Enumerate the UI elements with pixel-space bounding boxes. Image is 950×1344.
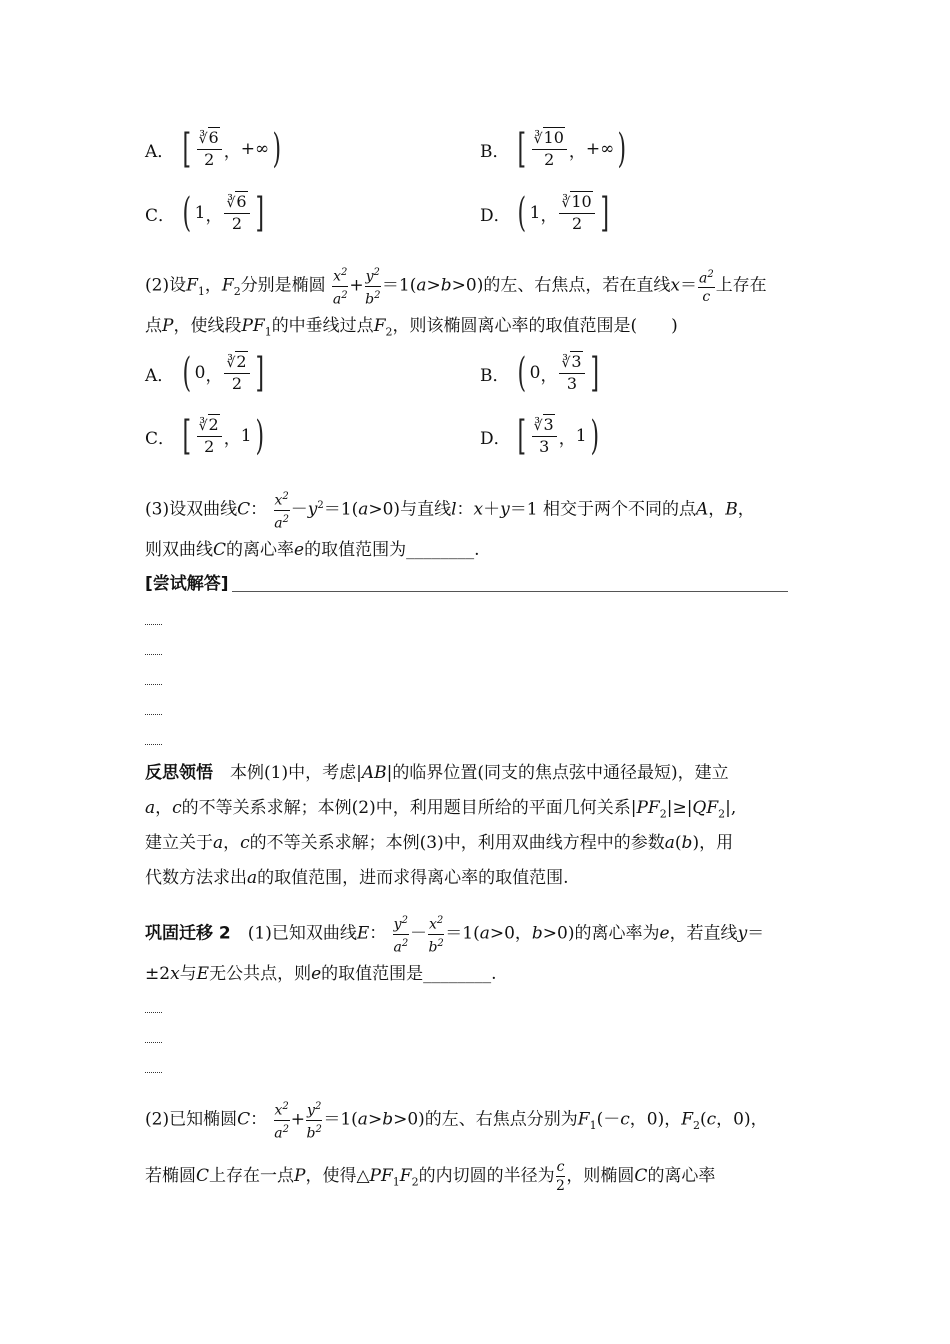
reflect-line-1: 反思领悟 本例(1)中，考虑|AB|的临界位置(同支的焦点弦中通径最短)，建立: [145, 763, 729, 783]
option-label: D．: [480, 428, 511, 449]
answer-dots[interactable]: [145, 624, 162, 625]
consolidate-line-2: ±2x与E无公共点，则e的取值范围是________.: [145, 964, 497, 984]
fraction: $\frac{∛3}{3}$: [532, 415, 557, 457]
q1-option-b[interactable]: B． [ $\frac{∛10}{2}$ ， +∞ ): [480, 126, 627, 172]
q2-option-a[interactable]: A． ( 0 ， $\frac{∛2}{2}$ ]: [145, 350, 264, 396]
q2-line-2: 点P，使线段$PF_1$的中垂线过点$F_2$，则该椭圆离心率的取值范围是( ): [145, 316, 678, 339]
reflect-title: 反思领悟: [145, 763, 213, 783]
right-paren: ): [272, 126, 282, 172]
reflect-line-3: 建立关于a，c的不等关系求解；本例(3)中，利用双曲线方程中的参数a(b)，用: [145, 833, 734, 853]
q3-line-1: (3)设双曲线C： $\frac{x^2}{a^2}$ $-y^2=1(a>0)$与直线l：x＋y＝1 相交于两个不同的点A，B，: [145, 488, 755, 532]
reflect-line-2: a，c的不等关系求解；本例(2)中，利用题目所给的平面几何关系$|PF_2|\ge|QF_2|$,: [145, 798, 737, 821]
answer-dots[interactable]: [145, 1072, 162, 1073]
x2-over-b2: $\frac{x^2}{b^2}$: [428, 912, 444, 956]
answer-dots[interactable]: [145, 1012, 162, 1013]
answer-rule: [232, 591, 788, 592]
consolidate-line-1: 巩固迁移 2 (1)已知双曲线E： $\frac{y^2}{a^2}$ － $\frac{x^2}{b^2}$ ＝1(a>0，b>0)的离心率为e，若直线y＝: [145, 912, 764, 956]
left-paren: (: [517, 350, 527, 396]
left-paren: (: [182, 190, 192, 236]
answer-dots[interactable]: [145, 714, 162, 715]
reflect-line-4: 代数方法求出a的取值范围，进而求得离心率的取值范围.: [145, 868, 569, 888]
fraction: $\frac{∛2}{2}$: [224, 352, 249, 394]
left-paren: (: [517, 190, 527, 236]
q2-line-1: (2)设$F_1$，$F_2$分别是椭圆 $\frac{x^2}{a^2}$ + $\frac{y^2}{b^2}$ ＝1(a>b>0)的左、右焦点，若在直线x＝ $\frac{a^2}{c}$ 上存在: [145, 264, 767, 308]
consolidate-title: 巩固迁移 2: [145, 923, 231, 944]
right-bracket: ]: [590, 350, 599, 396]
option-label: C．: [145, 428, 176, 449]
answer-dots[interactable]: [145, 744, 162, 745]
answer-dots[interactable]: [145, 1042, 162, 1043]
fraction: $\frac{∛6}{2}$: [197, 128, 222, 170]
x2-over-a2: $\frac{x^2}{a^2}$: [274, 488, 290, 532]
answer-dots[interactable]: [145, 654, 162, 655]
right-bracket: ]: [255, 350, 264, 396]
right-bracket: ]: [255, 190, 264, 236]
right-paren: ): [617, 126, 627, 172]
y2-over-b2: $\frac{y^2}{b^2}$: [306, 1098, 322, 1142]
fraction: $\frac{∛3}{3}$: [559, 352, 584, 394]
option-label: A．: [145, 365, 175, 386]
q2-option-c[interactable]: C． [ $\frac{∛2}{2}$ ， 1 ): [145, 413, 264, 459]
q1-option-d[interactable]: D． ( 1 ， $\frac{∛10}{2}$ ]: [480, 190, 609, 236]
y2-over-a2: $\frac{y^2}{a^2}$: [393, 912, 409, 956]
left-bracket: [: [182, 413, 192, 459]
a2-over-c: $\frac{a^2}{c}$: [698, 266, 715, 307]
fraction: $\frac{∛10}{2}$: [532, 128, 567, 170]
fraction: $\frac{∛6}{2}$: [224, 192, 249, 234]
q3-line-2: 则双曲线C的离心率e的取值范围为________.: [145, 540, 480, 560]
q2b-line-2: 若椭圆C上存在一点P，使得$\triangle PF_1F_2$的内切圆的半径为 $\frac{c}{2}$ ，则椭圆C的离心率: [145, 1159, 716, 1194]
c-over-2: $\frac{c}{2}$: [556, 1159, 565, 1194]
x2-over-a2: $\frac{x^2}{a^2}$: [274, 1098, 290, 1142]
left-bracket: [: [182, 126, 192, 172]
option-label: A．: [145, 141, 175, 162]
left-bracket: [: [517, 413, 527, 459]
option-label: D．: [480, 205, 511, 226]
right-paren: ): [255, 413, 264, 459]
fraction: $\frac{∛10}{2}$: [559, 192, 594, 234]
right-paren: ): [590, 413, 599, 459]
option-label: B．: [480, 141, 510, 162]
option-label: B．: [480, 365, 510, 386]
y2-over-b2: $\frac{y^2}{b^2}$: [365, 264, 381, 308]
try-answer-heading: [尝试解答]: [145, 574, 229, 594]
q2b-line-1: (2)已知椭圆C： $\frac{x^2}{a^2}$ + $\frac{y^2}{b^2}$ ＝1(a>b>0)的左、右焦点分别为$F_1(-c$，0)，$F_2(c$，0)，: [145, 1098, 768, 1142]
q1-option-c[interactable]: C． ( 1 ， $\frac{∛6}{2}$ ]: [145, 190, 264, 236]
infinity: +∞: [240, 139, 270, 159]
infinity: +∞: [585, 139, 615, 159]
left-bracket: [: [517, 126, 527, 172]
q2-option-d[interactable]: D． [ $\frac{∛3}{3}$ ， 1 ): [480, 413, 599, 459]
right-bracket: ]: [600, 190, 609, 236]
q2-option-b[interactable]: B． ( 0 ， $\frac{∛3}{3}$ ]: [480, 350, 599, 396]
x2-over-a2: $\frac{x^2}{a^2}$: [332, 264, 348, 308]
left-paren: (: [182, 350, 192, 396]
q1-option-a[interactable]: A． [ $\frac{∛6}{2}$ ， +∞ ): [145, 126, 282, 172]
answer-dots[interactable]: [145, 684, 162, 685]
fraction: $\frac{∛2}{2}$: [197, 415, 222, 457]
option-label: C．: [145, 205, 176, 226]
